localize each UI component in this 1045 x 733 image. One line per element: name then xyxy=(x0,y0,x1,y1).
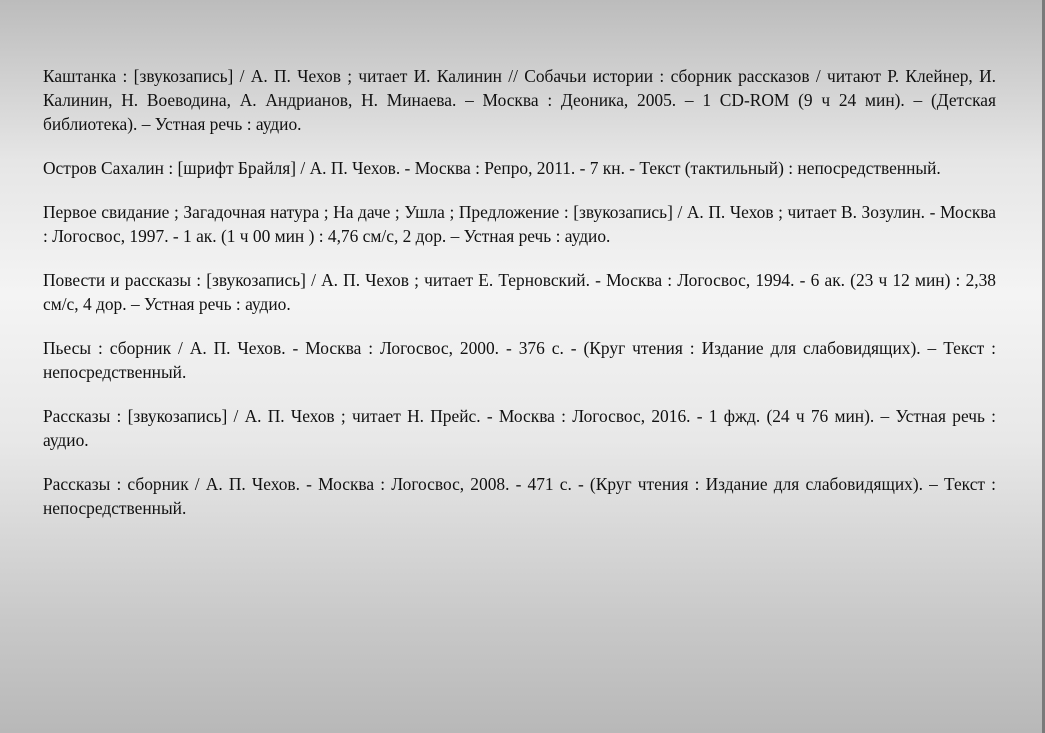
bibliography-entry-rasskazy-sbornik: Рассказы : сборник / А. П. Чехов. - Москва : Логосвос, 2008. - 471 с. - (Круг чтения : Издание для слабовидящих). – Текст : непосредственный. xyxy=(43,474,996,518)
bibliography-list xyxy=(43,64,996,540)
bibliography-entry-kashtanka: Каштанка : [звукозапись] / А. П. Чехов ; читает И. Калинин // Собачьи истории : сборник рассказов / читают Р. Клейнер, И. Калинин, Н. Воеводина, А. Андрианов, Н. Минаева. – Москва : Деоника, 2005. – 1 CD-ROM (9 ч 24 мин). – (Детская библиотека). – Устная речь : аудио. xyxy=(43,66,996,134)
bibliography-entry-rasskazy-audio: Рассказы : [звукозапись] / А. П. Чехов ; читает Н. Прейс. - Москва : Логосвос, 2016. - 1 фжд. (24 ч 76 мин). – Устная речь : аудио. xyxy=(43,406,996,450)
bibliography-entry-pesy: Пьесы : сборник / А. П. Чехов. - Москва : Логосвос, 2000. - 376 с. - (Круг чтения : Издание для слабовидящих). – Текст : непосредственный. xyxy=(43,338,996,382)
bibliography-entry-ostrov-sakhalin: Остров Сахалин : [шрифт Брайля] / А. П. Чехов. - Москва : Репро, 2011. - 7 кн. - Текст (тактильный) : непосредственный. xyxy=(43,158,941,178)
bibliography-entry-povesti-i-rasskazy: Повести и рассказы : [звукозапись] / А. П. Чехов ; читает Е. Терновский. - Москва : Логосвос, 1994. - 6 ак. (23 ч 12 мин) : 2,38 см/с, 4 дор. – Устная речь : аудио. xyxy=(43,270,996,314)
bibliography-entry-pervoe-svidanie: Первое свидание ; Загадочная натура ; На даче ; Ушла ; Предложение : [звукозапись] / А. П. Чехов ; читает В. Зозулин. - Москва : Логосвос, 1997. - 1 ак. (1 ч 00 мин ) : 4,76 см/с, 2 дор. – Устная речь : аудио. xyxy=(43,202,996,246)
